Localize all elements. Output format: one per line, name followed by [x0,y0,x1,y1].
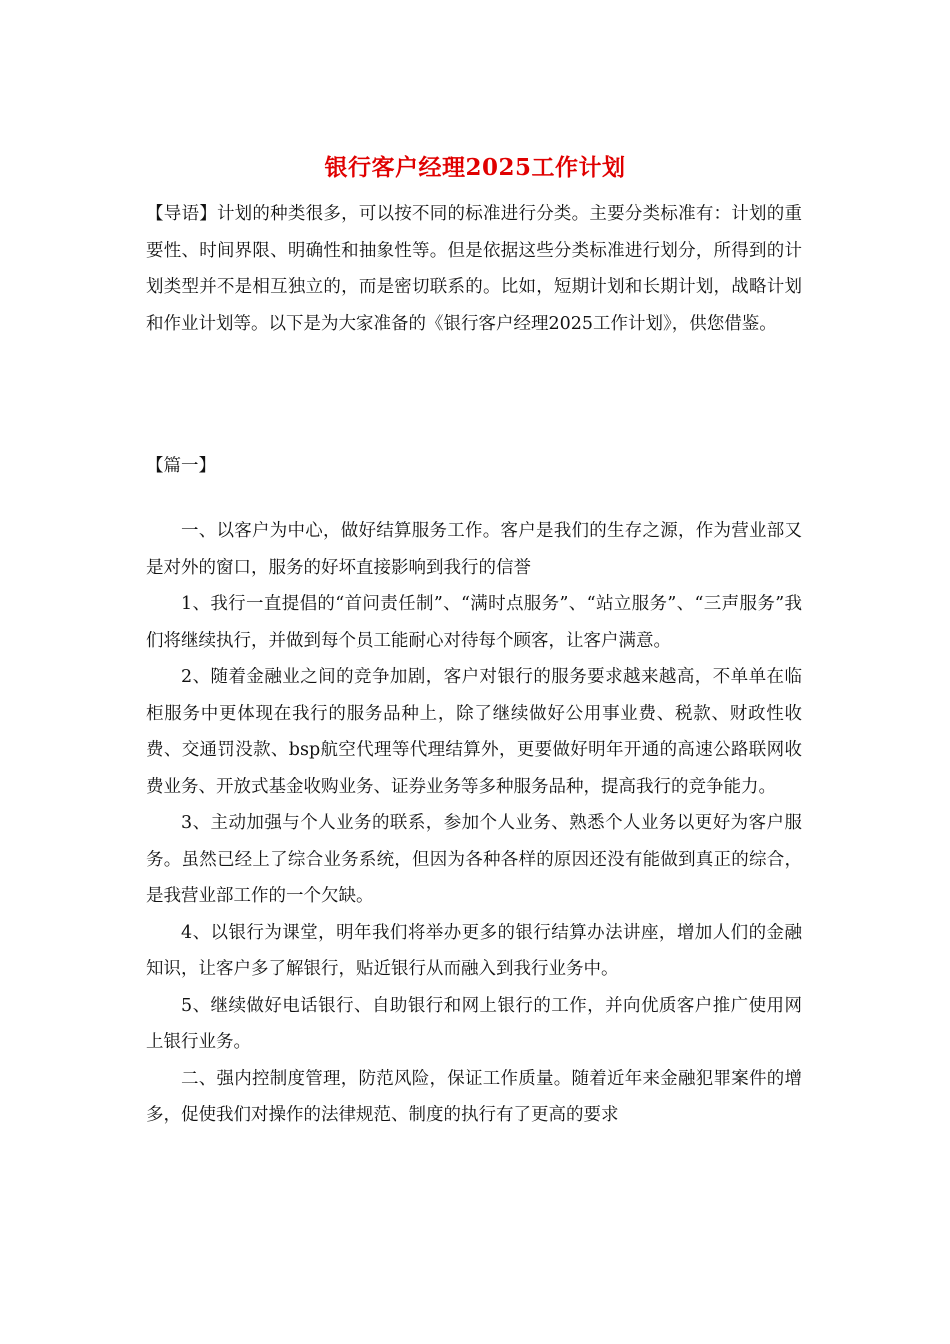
paragraph-7: 二、强内控制度管理，防范风险，保证工作质量。随着近年来金融犯罪案件的增多，促使我们对操作的法律规范、制度的执行有了更高的要求 [146,1068,802,1125]
paragraph-3: 2、随着金融业之间的竞争加剧，客户对银行的服务要求越来越高，不单单在临柜服务中更体现在我行的服务品种上，除了继续做好公用事业费、税款、财政性收费、交通罚没款、bsp航空代理等代理结算外，更要做好明年开通的高速公路联网收费业务、开放式基金收购业务、证券业务等多种服务品种，提高我行的竞争能力。 [146,667,802,797]
document-title: 银行客户经理2025工作计划 [324,154,626,181]
intro-paragraph: 【导语】计划的种类很多，可以按不同的标准进行分类。主要分类标准有：计划的重要性、时间界限、明确性和抽象性等。但是依据这些分类标准进行划分，所得到的计划类型并不是相互独立的，而是密切联系的。比如，短期计划和长期计划，战略计划和作业计划等。以下是为大家准备的《银行客户经理2025工作计划》，供您借鉴。 [146,204,802,334]
paragraph-5: 4、以银行为课堂，明年我们将举办更多的银行结算办法讲座，增加人们的金融知识，让客户多了解银行，贴近银行从而融入到我行业务中。 [146,922,802,979]
section-heading: 【篇一】 [146,456,216,476]
paragraph-1: 一、以客户为中心，做好结算服务工作。客户是我们的生存之源，作为营业部又是对外的窗口，服务的好坏直接影响到我行的信誉 [146,521,802,578]
paragraph-4: 3、主动加强与个人业务的联系，参加个人业务、熟悉个人业务以更好为客户服务。虽然已经上了综合业务系统，但因为各种各样的原因还没有能做到真正的综合，是我营业部工作的一个欠缺。 [146,813,802,906]
paragraph-6: 5、继续做好电话银行、自助银行和网上银行的工作，并向优质客户推广使用网上银行业务。 [146,995,802,1052]
paragraph-2: 1、我行一直提倡的“首问责任制”、“满时点服务”、“站立服务”、“三声服务”我们将继续执行，并做到每个员工能耐心对待每个顾客，让客户满意。 [146,594,802,651]
body-text [146,513,802,1134]
